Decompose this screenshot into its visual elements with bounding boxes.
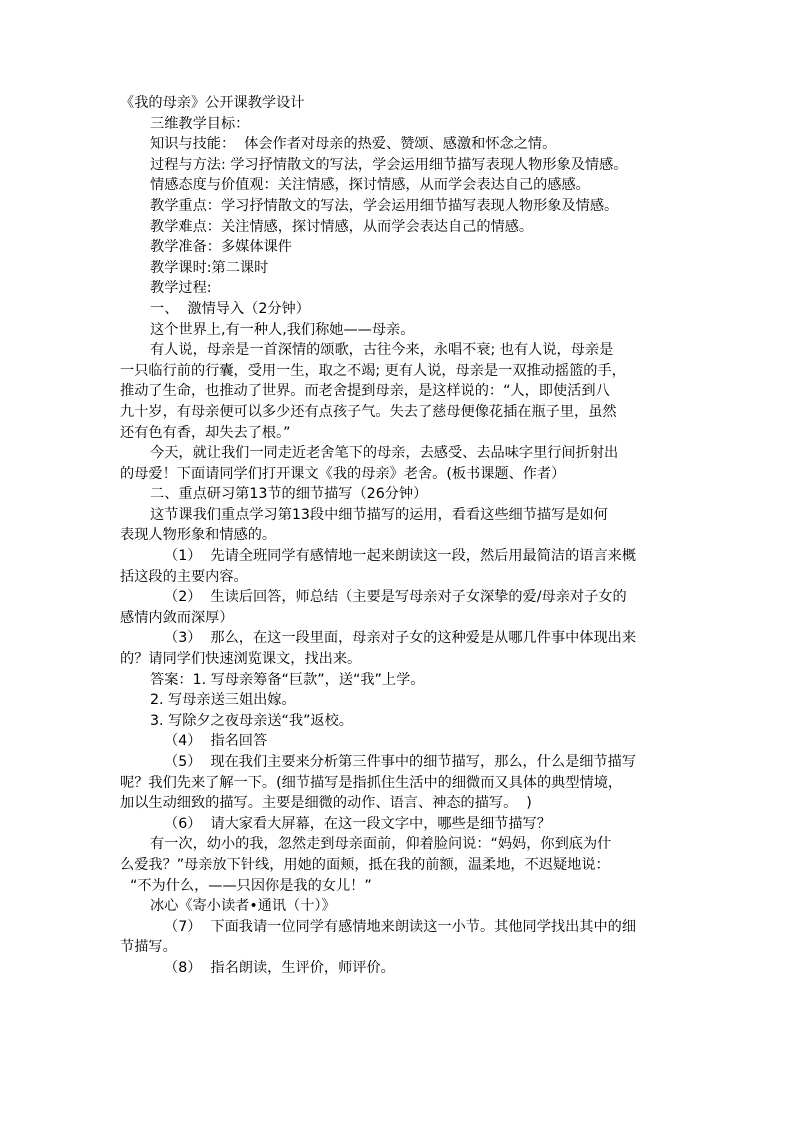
paragraph-line: 表现人物形象和情感的。 xyxy=(120,527,277,544)
numbered-item: （8） 指名朗读，生评价，师评价。 xyxy=(164,959,395,976)
numbered-item: （6） 请大家看大屏幕，在这一段文字中，哪些是细节描写？ xyxy=(164,815,551,832)
paragraph-line: 括这段的主要内容。 xyxy=(120,568,248,585)
page-title: 《我的母亲》公开课教学设计 xyxy=(120,95,305,111)
quote-line: “不为什么，——只因你是我的女儿！” xyxy=(130,877,372,894)
paragraph-line: 呢？我们先来了解一下。(细节描写是指抓住生活中的细微而又具体的典型情境， xyxy=(120,774,623,791)
paragraph-line: 有人说，母亲是一首深情的颂歌，古往今来，永唱不衰; 也有人说，母亲是 xyxy=(150,342,614,359)
numbered-item: （4） 指名回答 xyxy=(164,733,268,750)
paragraph-line: 这节课我们重点学习第13段中细节描写的运用，看看这些细节描写是如何 xyxy=(150,506,608,523)
text-line: 这个世界上,有一种人,我们称她——母亲。 xyxy=(150,321,415,338)
numbered-item: （5） 现在我们主要来分析第三件事中的细节描写，那么，什么是细节描写 xyxy=(164,754,637,770)
quote-line: 有一次，幼小的我，忽然走到母亲面前，仰着脸问说：“妈妈，你到底为什 xyxy=(150,836,612,853)
paragraph-line: 的母爱！下面请同学们打开课文《我的母亲》老舍。(板书课题、作者） xyxy=(120,465,566,482)
numbered-item: （1） 先请全班同学有感情地一起来朗读这一段，然后用最简洁的语言来概 xyxy=(164,548,637,565)
text-line: 教学过程: xyxy=(150,280,212,297)
paragraph-line: 的？请同学们快速浏览课文，找出来。 xyxy=(120,651,362,668)
section-heading: 一、 激情导入（2分钟） xyxy=(150,300,310,317)
text-line: 教学准备：多媒体课件 xyxy=(150,239,292,256)
text-line: 教学课时:第二课时 xyxy=(150,259,269,276)
paragraph-line: 今天，就让我们一同走近老舍笔下的母亲，去感受、去品味字里行间折射出 xyxy=(150,445,619,462)
text-line: 知识与技能： 体会作者对母亲的热爱、赞颂、感激和怀念之情。 xyxy=(150,136,557,153)
numbered-item: （7） 下面我请一位同学有感情地来朗读这一小节。其他同学找出其中的细 xyxy=(164,918,637,935)
paragraph-line: 九十岁，有母亲便可以多少还有点孩子气。失去了慈母便像花插在瓶子里，虽然 xyxy=(120,403,617,420)
paragraph-line: 还有色有香，却失去了根。” xyxy=(120,424,291,441)
text-line: 过程与方法: 学习抒情散文的写法，学会运用细节描写表现人物形象及情感。 xyxy=(150,156,628,173)
numbered-item: （2） 生读后回答，师总结（主要是写母亲对子女深挚的爱/母亲对子女的 xyxy=(164,589,627,606)
numbered-item: （3） 那么，在这一段里面，母亲对子女的这种爱是从哪几件事中体现出来 xyxy=(164,630,637,647)
paragraph-line: 加以生动细致的描写。主要是细微的动作、语言、神态的描写。 ) xyxy=(120,795,532,812)
text-line: 情感态度与价值观：关注情感，探讨情感，从而学会表达自己的感感。 xyxy=(150,177,590,194)
text-line: 教学重点：学习抒情散文的写法，学会运用细节描写表现人物形象及情感。 xyxy=(150,197,619,214)
quote-line: 么爱我？”母亲放下针线，用她的面颊，抵在我的前额，温柔地，不迟疑地说： xyxy=(120,856,610,873)
paragraph-line: 推动了生命，也推动了世界。而老舍提到母亲，是这样说的：“人，即使活到八 xyxy=(120,383,610,400)
text-line: 教学难点：关注情感，探讨情感，从而学会表达自己的情感。 xyxy=(150,218,534,235)
document-body xyxy=(0,93,794,979)
paragraph-line: 感情内敛而深厚） xyxy=(120,609,234,626)
section-heading: 二、重点研习第13节的细节描写（26分钟） xyxy=(150,486,428,503)
paragraph-line: 节描写。 xyxy=(120,939,177,956)
text-line: 三维教学目标： xyxy=(150,115,250,132)
answer-line: 2. 写母亲送三姐出嫁。 xyxy=(150,692,296,709)
quote-source: 冰心《寄小读者•通讯（十）》 xyxy=(150,898,336,915)
answer-line: 3. 写除夕之夜母亲送“我”返校。 xyxy=(150,712,353,729)
answer-line: 答案：1. 写母亲筹备“巨款”，送“我”上学。 xyxy=(150,671,425,688)
paragraph-line: 一只临行前的行囊，受用一生，取之不竭; 更有人说，母亲是一双推动摇篮的手， xyxy=(120,362,626,379)
